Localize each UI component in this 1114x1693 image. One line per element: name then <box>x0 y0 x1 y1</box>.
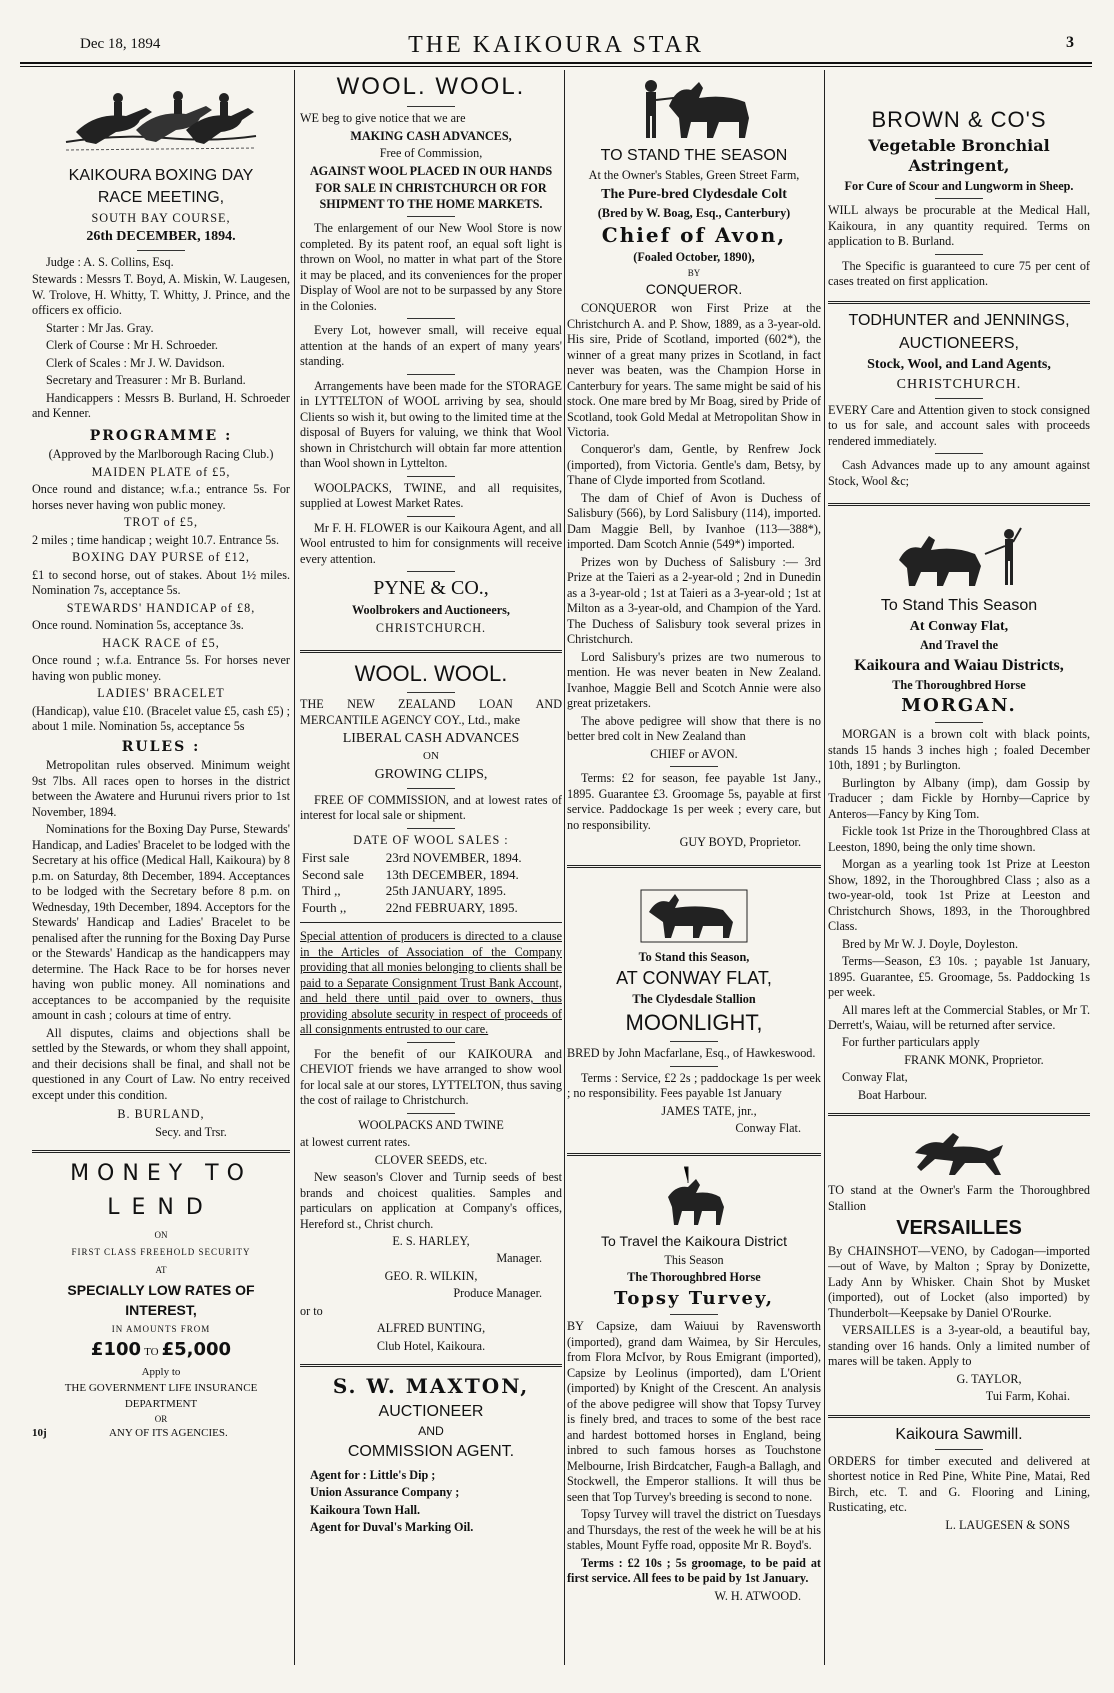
wool-headline: WOOL. WOOL. <box>336 73 526 100</box>
wool-paragraph: Every Lot, however small, will receive equal attention at the hands of an expert of many years' standing. <box>300 323 562 369</box>
racehorses-illustration <box>56 72 266 160</box>
sale-label: Fourth ,, <box>302 899 347 915</box>
column-divider <box>294 70 295 1665</box>
sawmill-paragraph: ORDERS for timber executed and delivered at shortest notice in Red Pine, White Pine, Matai, Red Birch, etc. T. and G. Flooring and Lining, Rusticating, etc. <box>828 1453 1090 1515</box>
programme-note: (Approved by the Marlborough Racing Club.) <box>48 447 274 462</box>
maxton-agency: Agent for Duval's Marking Oil. <box>310 1520 474 1535</box>
maxton-name: S. W. MAXTON, <box>332 1374 530 1399</box>
signature-title: Club Hotel, Kaikoura. <box>376 1338 486 1353</box>
moonlight-terms: Terms : Service, £2 2s ; paddockage 1s per week ; no responsibility. Fees payable 1st January <box>567 1070 821 1101</box>
signature-name: ALFRED BUNTING, <box>376 1321 486 1336</box>
official-line: Clerk of Scales : Mr J. W. Davidson. <box>46 355 225 370</box>
table-row <box>300 867 562 884</box>
rules-text: Metropolitan rules observed. Minimum weight 9st 7lbs. All races open to horses in the district between the Awatere and Hurunui rivers prior to 1st November, 1894. <box>32 758 290 819</box>
avon-paragraph: The dam of Chief of Avon is Duchess of Salisbury (566), by Lord Salisbury (114), imported. Dam Maggie Bell, by Ivanhoe (113—388*), imported. Dam Scotch Annie (549*) imported. <box>567 490 821 552</box>
avon-heading: TO STAND THE SEASON <box>600 147 788 164</box>
wool-on: ON <box>423 750 439 763</box>
event-name: HACK RACE of £5, <box>102 635 220 650</box>
morgan-paragraph: All mares left at the Commercial Stables, or Mr T. Derrett's, Waiau, will be returned after service. <box>828 1002 1090 1032</box>
rules-text: Nominations for the Boxing Day Purse, Stewards' Handicap, and Ladies' Bracelet to be lodged with the Secretary at his office (Medical Hall, Kaikoura) by 8 p.m. on Saturday, 8th December, 1894. Acceptances to be lodged with the Secretary before 8 p.m. on Wednesday, 19th December, 1894. Acceptors for the Stewards' Handicap and Ladies' Bracelet to be penalised after the running for the Boxing Day Purse or the Stewards' Handicap as the handicappers may determine. The Hack Race to be for horses never having won public money. All nominations and acceptances to be accompanied by the requisite amount in cash ; colours at time of entry. <box>32 822 290 1023</box>
event-text: 2 miles ; time handicap ; weight 10.7. Entrance 5s. <box>32 532 280 547</box>
race-title-2: RACE MEETING, <box>97 189 225 207</box>
moonlight-line: To Stand this Season, <box>638 949 750 964</box>
wool-subheading: Free of Commission, <box>379 146 483 161</box>
sale-label: Second sale <box>302 866 364 882</box>
todhunter-heading: TODHUNTER and JENNINGS, <box>848 312 1070 330</box>
event-text: (Handicap), value £10. (Bracelet value £5, cash £5) ; about 1 mile. Nomination 5s, acceptance 5s <box>32 703 290 734</box>
brown-co-advert <box>828 106 1090 289</box>
brown-heading: BROWN & CO'S <box>871 107 1047 132</box>
sales-heading: DATE OF WOOL SALES : <box>353 832 509 847</box>
morgan-advert <box>828 520 1090 1103</box>
signature-name: GUY BOYD, Proprietor. <box>679 835 801 850</box>
firm-city: CHRISTCHURCH. <box>375 620 487 635</box>
wool-paragraph: Mr F. H. FLOWER is our Kaikoura Agent, and all Wool entrusted to him for consignments will receive every attention. <box>300 520 562 566</box>
amount-to: TO <box>144 1346 159 1359</box>
ad-code: 10j <box>32 1427 47 1440</box>
programme-heading: PROGRAMME : <box>89 427 233 444</box>
signature-title: Manager. <box>496 1251 542 1266</box>
brown-paragraph: The Specific is guaranteed to cure 75 per cent of cases treated on first application. <box>828 258 1090 288</box>
wool-paragraph: For the benefit of our KAIKOURA and CHEVIOT friends we have arranged to show wool for local sale at our stores, LYTTELTON, thus saving the cost of railage to Christchurch. <box>300 1046 562 1108</box>
versailles-paragraph: By CHAINSHOT—VENO, by Cadogan—imported—out of Wave, by Malton ; Spray by Donizette, Lady Ann by Whisker. Chain Shot by Musket (imported), out of Locket (also imported) by Thunderbolt—Keepsake by Daniel O'Rourke. <box>828 1243 1090 1320</box>
table-row <box>300 900 562 917</box>
morgan-line: Kaikoura and Waiau Districts, <box>854 656 1064 674</box>
signature-name: E. S. HARLEY, <box>392 1234 470 1248</box>
pyne-wool-advert <box>300 72 562 636</box>
official-line: Clerk of Course : Mr H. Schroeder. <box>46 338 218 353</box>
avon-horse-name: CHIEF or AVON. <box>650 746 738 761</box>
galloping-horse-illustration <box>909 1123 1009 1179</box>
signature-name: GEO. R. WILKIN, <box>384 1268 478 1283</box>
versailles-intro-block <box>828 1183 1090 1214</box>
header-rule-2 <box>20 66 1092 67</box>
wool-heading: FOR SALE IN CHRISTCHURCH OR FOR SHIPMENT TO THE HOME MARKETS. <box>315 181 547 211</box>
column-4 <box>828 72 1090 1667</box>
sale-label: Third ,, <box>302 883 341 899</box>
wool-headline: WOOL. WOOL. <box>354 661 508 687</box>
table-row <box>300 850 562 867</box>
morgan-paragraph: MORGAN is a brown colt with black points, stands 15 hands 3 inches high ; foaled December 10th, 1891 ; by Burlington. <box>828 727 1090 773</box>
amount-up-to: £5,000 <box>161 1339 232 1361</box>
column-3 <box>567 72 821 1667</box>
race-title: KAIKOURA BOXING DAY <box>68 167 254 184</box>
avon-paragraph: Conqueror's dam, Gentle, by Renfrew Jock (imported), from Victoria. Gentle's dam, Betsy, by Thane of Clyde imported from Scotland. <box>567 442 821 488</box>
avon-paragraph: The above pedigree will show that there is no better bred colt in New Zealand than <box>567 713 821 744</box>
event-text: Once round ; w.f.a. Entrance 5s. For horses never having won public money. <box>32 653 290 683</box>
horse-and-groom-illustration <box>889 520 1029 590</box>
official-line: Starter : Mr Jas. Gray. <box>46 320 154 335</box>
race-venue: SOUTH BAY COURSE, <box>91 210 231 225</box>
maxton-agency: Union Assurance Company ; <box>310 1485 460 1500</box>
firm-description: Woolbrokers and Auctioneers, <box>352 603 510 618</box>
avon-name: Chief of Avon, <box>601 223 787 248</box>
or-to: or to <box>300 1303 323 1318</box>
event-text: Once round. Nomination 5s, acceptance 3s. <box>32 618 244 633</box>
topsy-paragraph: BY Capsize, dam Waiuui by Ravensworth (imported), grand dam Waimea, by Sir Hercules, from Flora McIvor, by Rous Emigrant (imported), Capsize by Leolinus (imported), dam L'Orient (imported) by Knight of the Crescent. An analysis of the above pedigree will show that Topsy Turvey is finely bred, and traces to some of the best race and hardest bottomed horses in England, being inbred to such famous horses as Touchstone Melbourne, Irish Birdcatcher, Faugh-a Ballagh, and Stockwell, the Emperor stallions. It will thus be seen that Top Turvey's breeding is second to none. <box>567 1319 821 1504</box>
signature-name: G. TAYLOR, <box>956 1371 1022 1386</box>
money-interest: INTEREST, <box>125 1302 197 1319</box>
maxton-line: AND <box>418 1424 444 1439</box>
money-headline-2: LEND <box>107 1195 215 1221</box>
avon-by: BY <box>687 267 701 278</box>
firm-name: PYNE & CO., <box>373 577 489 600</box>
event-name: MAIDEN PLATE of £5, <box>91 464 231 479</box>
topsy-turvey-advert <box>567 1163 821 1604</box>
wool-sales-table <box>300 850 562 916</box>
rules-heading: RULES : <box>121 738 201 755</box>
moonlight-paragraph: BRED by John Macfarlane, Esq., of Hawkeswood. <box>567 1046 816 1061</box>
morgan-line: The Thoroughbred Horse <box>892 677 1026 692</box>
brown-subheading: Vegetable Bronchial Astringent, <box>868 135 1050 176</box>
maxton-line: AUCTIONEER <box>378 1402 484 1420</box>
wool-paragraph: New season's Clover and Turnip seeds of best brands and choicest qualities. Samples and particulars on application at Company's offices, Hereford st., Christ church. <box>300 1170 562 1231</box>
maxton-agency: Agent for : Little's Dip ; <box>310 1467 436 1482</box>
morgan-line: At Conway Flat, <box>909 619 1009 635</box>
avon-sub: (Bred by W. Boag, Esq., Canterbury) <box>597 205 791 220</box>
topsy-terms: Terms : £2 10s ; 5s groomage, to be paid at first service. All fees to be paid by 1st January. <box>567 1555 821 1586</box>
money-on: ON <box>154 1229 168 1240</box>
topsy-line: To Travel the Kaikoura District <box>601 1232 787 1249</box>
money-apply: Apply to <box>141 1366 181 1379</box>
wool-heading: LIBERAL CASH ADVANCES <box>342 731 520 747</box>
brown-paragraph: WILL always be procurable at the Medical Hall, Kaikoura, in any quantity required. Terms on application to B. Burland. <box>828 203 1090 249</box>
wool-paragraph: WOOLPACKS AND TWINE <box>358 1117 504 1132</box>
sale-date: 13th DECEMBER, 1894. <box>385 866 519 882</box>
wool-special-notice: Special attention of producers is directed to a clause in the Articles of Association of the Company providing that all monies belonging to clients shall be paid to a Separate Consignment Trust Bank Account, and held there until paid over to owners, thus providing absolute security in respect of proceeds of all consignments entrusted to our care. <box>300 929 562 1037</box>
topsy-line: The Thoroughbred Horse <box>627 1270 761 1285</box>
signature-name: FRANK MONK, Proprietor. <box>904 1052 1044 1067</box>
money-security: FIRST CLASS FREEHOLD SECURITY <box>71 1247 251 1258</box>
todhunter-city: CHRISTCHURCH. <box>896 376 1022 392</box>
sale-date: 23rd NOVEMBER, 1894. <box>385 850 522 866</box>
wool-paragraph: Arrangements have been made for the STORAGE in LYTTELTON of WOOL arriving by sea, should Clients so wish it, but owing to the limited time at the disposal of Buyers for valuing, we think that Wool shown in Christchurch will obtain far more attention than Wool shown in Lyttelton. <box>300 378 562 471</box>
paper-title: THE KAIKOURA STAR <box>408 32 704 58</box>
thoroughbred-horse-illustration <box>654 1163 734 1229</box>
event-text: £1 to second horse, out of stakes. About 1½ miles. Nomination 7s, acceptance 5s. <box>32 567 290 598</box>
race-date: 26th DECEMBER, 1894. <box>86 229 236 245</box>
page-number: 3 <box>1066 34 1074 51</box>
event-name: BOXING DAY PURSE of £12, <box>72 550 250 565</box>
event-name: STEWARDS' HANDICAP of £8, <box>66 600 256 615</box>
versailles-intro: TO stand at the Owner's Farm the Thoroughbred Stallion <box>828 1183 1090 1213</box>
avon-foaled: (Foaled October, 1890), <box>633 250 755 265</box>
morgan-paragraph: Terms—Season, £3 10s. ; payable 1st January, 1895. Guarantee, £5. Groomage, 5s. Paddocking 1s per week. <box>828 954 1090 1000</box>
official-line: Stewards : Messrs T. Boyd, A. Miskin, W. Laugesen, W. Trolove, H. Whitty, T. Whitty, J. Prince, and the officers ex officio. <box>32 272 290 318</box>
wool-paragraph: at lowest current rates. <box>300 1135 411 1150</box>
nz-loan-wool-advert <box>300 660 562 1354</box>
todhunter-advert <box>828 311 1090 489</box>
morgan-line: And Travel the <box>919 638 999 653</box>
versailles-name: VERSAILLES <box>896 1217 1022 1240</box>
signature-title: Produce Manager. <box>453 1286 542 1301</box>
moonlight-line: The Clydesdale Stallion <box>632 991 756 1006</box>
draught-horse-illustration <box>629 72 759 142</box>
wool-paragraph: WOOLPACKS, TWINE, and all requisites, supplied at Lowest Market Rates. <box>300 480 562 511</box>
moonlight-line: AT CONWAY FLAT, <box>616 968 772 989</box>
column-divider <box>564 70 565 1665</box>
signature-name: B. BURLAND, <box>117 1107 205 1122</box>
money-or: OR <box>154 1413 168 1424</box>
official-line: Handicappers : Messrs B. Burland, H. Schroeder and Kenner. <box>32 390 290 421</box>
moonlight-advert <box>567 886 821 1137</box>
brown-for: For Cure of Scour and Lungworm in Sheep. <box>844 178 1074 193</box>
wool-intro: WE beg to give notice that we are <box>300 111 466 126</box>
morgan-paragraph: Burlington by Albany (imp), dam Gossip by Traducer ; dam Fickle by Hornby—Caprice by Anteros—Fancy by King Tom. <box>828 775 1090 821</box>
todhunter-paragraph: Cash Advances made up to any amount against Stock, Wool &c; <box>828 458 1090 488</box>
avon-paragraph: CONQUEROR won First Prize at the Christchurch A. and P. Show, 1889, as a 3-year-old. His sire, Pride of Scotland, imported (602*), the winner of a great many prizes in Scotland, in fact never was beaten, was the Champion Horse in Canterbury for years. The same might be said of his stock. One mare bred by Mr Boag, sired by Pride of Scotland, took Gold Medal at Metropolitan Show in Victoria. <box>567 301 821 439</box>
avon-terms: Terms: £2 for season, fee payable 1st Jany., 1895. Guarantee £3. Groomage 5s, payable at first service. Paddockage 1s per week ; every care, but no responsibility. <box>567 771 821 832</box>
rules-text: All disputes, claims and objections shall be settled by the Stewards, or whom they shall appoint, and their decisions shall be final, and shall not be questioned in any Court of Law. No entry received except under this condition. <box>32 1025 290 1102</box>
avon-sub: The Pure-bred Clydesdale Colt <box>601 186 787 202</box>
moonlight-name: MOONLIGHT, <box>625 1010 763 1036</box>
money-amounts: IN AMOUNTS FROM <box>111 1323 211 1334</box>
event-name: TROT of £5, <box>123 515 199 530</box>
morgan-paragraph: Fickle took 1st Prize in the Thoroughbred Class at Leeston, 1890, being the only time shown. <box>828 824 1090 854</box>
masthead <box>20 30 1092 58</box>
money-rates: SPECIALLY LOW RATES OF <box>67 1282 255 1299</box>
morgan-name: MORGAN. <box>901 695 1017 717</box>
amount-from: £100 <box>90 1339 142 1361</box>
signature-title: Secy. and Trsr. <box>155 1124 227 1139</box>
column-divider <box>824 70 825 1665</box>
seeds-heading: CLOVER SEEDS, etc. <box>374 1152 488 1167</box>
official-line: Secretary and Treasurer : Mr B. Burland. <box>46 373 246 388</box>
todhunter-sub: Stock, Wool, and Land Agents, <box>867 357 1051 373</box>
agencies-text: ANY OF ITS AGENCIES. <box>108 1427 228 1440</box>
event-text: Once round and distance; w.f.a.; entrance 5s. For horses never having won public money. <box>32 482 290 512</box>
topsy-paragraph: Topsy Turvey will travel the district on Tuesdays and Thursdays, the rest of the week he will be at his stables, Mount Fyffe road, opposite Mr R. Boyd's. <box>567 1507 821 1553</box>
signature-line: Boat Harbour. <box>858 1087 928 1102</box>
money-range <box>32 1339 290 1362</box>
money-dept-2: DEPARTMENT <box>124 1398 198 1410</box>
maxton-agency: Kaikoura Town Hall. <box>310 1502 421 1517</box>
wool-heading: MAKING CASH ADVANCES, <box>350 128 512 143</box>
sale-label: First sale <box>302 850 350 866</box>
todhunter-sub: AUCTIONEERS, <box>898 334 1019 352</box>
signature-name: JAMES TATE, jnr., <box>661 1103 757 1118</box>
issue-date: Dec 18, 1894 <box>80 36 161 52</box>
maxton-line: COMMISSION AGENT. <box>347 1442 515 1460</box>
versailles-paragraph: VERSAILLES is a 3-year-old, a beautiful bay, standing over 16 hands. Only a limited number of mares will be taken. Apply to <box>828 1323 1090 1369</box>
maxton-advert <box>300 1374 562 1535</box>
morgan-line: To Stand This Season <box>880 597 1038 615</box>
wool-heading: AGAINST WOOL PLACED IN OUR HANDS <box>309 163 553 178</box>
money-agencies <box>32 1427 290 1441</box>
column-2 <box>300 72 562 1667</box>
morgan-paragraph: For further particulars apply <box>842 1035 980 1050</box>
signature-line: Conway Flat, <box>842 1070 908 1085</box>
money-headline: MONEY TO <box>70 1161 252 1187</box>
avon-paragraph: Prizes won by Duchess of Salisbury :— 3rd Prize at the Taieri as a 2-year-old ; 2nd in Dunedin as a 3-year-old ; 1st at Taieri as a 3-year-old ; 1st at Milton as a 3-year-old, and Champion of the Yard. The Duchess of Salisbury took several prizes in Christchurch. <box>567 554 821 647</box>
topsy-line: This Season <box>664 1252 724 1267</box>
money-dept: THE GOVERNMENT LIFE INSURANCE <box>64 1382 258 1395</box>
wool-heading: GROWING CLIPS, <box>374 767 488 783</box>
signature-name: W. H. ATWOOD. <box>714 1588 801 1603</box>
chief-of-avon-advert <box>567 72 821 851</box>
table-row <box>300 883 562 900</box>
race-advert <box>32 72 290 1140</box>
signature-name: L. LAUGESEN & SONS <box>945 1517 1070 1532</box>
todhunter-paragraph: EVERY Care and Attention given to stock consigned to us for sale, and account sales with proceeds rendered immediately. <box>828 402 1090 448</box>
morgan-paragraph: Morgan as a yearling took 1st Prize at Leeston Show, 1892, in the Thoroughbred Class ; also as a two-year-old, took 1st Prize at Leeston and Christchurch Shows, 1893, in the Thoroughbred Class. <box>828 857 1090 934</box>
money-at: AT <box>155 1264 167 1275</box>
wool-paragraph: FREE OF COMMISSION, and at lowest rates of interest for local sale or shipment. <box>300 792 562 823</box>
avon-paragraph: Lord Salisbury's prizes are two numerous to mention. He was never beaten in New Zealand. Ivanhoe, Maggie Bell and Scotch Annie were also great prizetakers. <box>567 649 821 711</box>
wool-intro: THE NEW ZEALAND LOAN AND MERCANTILE AGENCY COY., Ltd., make <box>300 697 562 727</box>
money-to-lend-advert <box>32 1160 290 1441</box>
sawmill-advert <box>828 1425 1090 1534</box>
sale-date: 22nd FEBRUARY, 1895. <box>385 899 518 915</box>
topsy-name: Topsy Turvey, <box>613 1287 774 1309</box>
sale-date: 25th JANUARY, 1895. <box>385 883 507 899</box>
event-name: LADIES' BRACELET <box>97 686 225 701</box>
header-rule <box>20 62 1092 64</box>
clydesdale-horse-illustration <box>639 886 749 944</box>
signature-title: Conway Flat. <box>735 1121 801 1136</box>
column-1 <box>32 72 290 1662</box>
avon-sire: CONQUEROR. <box>645 281 743 298</box>
signature-title: Tui Farm, Kohai. <box>985 1389 1070 1404</box>
versailles-advert <box>828 1123 1090 1404</box>
official-line: Judge : A. S. Collins, Esq. <box>46 254 174 269</box>
morgan-paragraph: Bred by Mr W. J. Doyle, Doyleston. <box>842 936 1019 951</box>
wool-paragraph: The enlargement of our New Wool Store is now completed. By its patent roof, an equal soft light is thrown on Wool, no matter in what part of the Store it may be placed, and its conveniences for the proper Display of Wool are not to be surpassed by any Store in the Colonies. <box>300 221 562 313</box>
avon-sub: At the Owner's Stables, Green Street Farm, <box>588 168 800 183</box>
sawmill-heading: Kaikoura Sawmill. <box>895 1425 1023 1443</box>
